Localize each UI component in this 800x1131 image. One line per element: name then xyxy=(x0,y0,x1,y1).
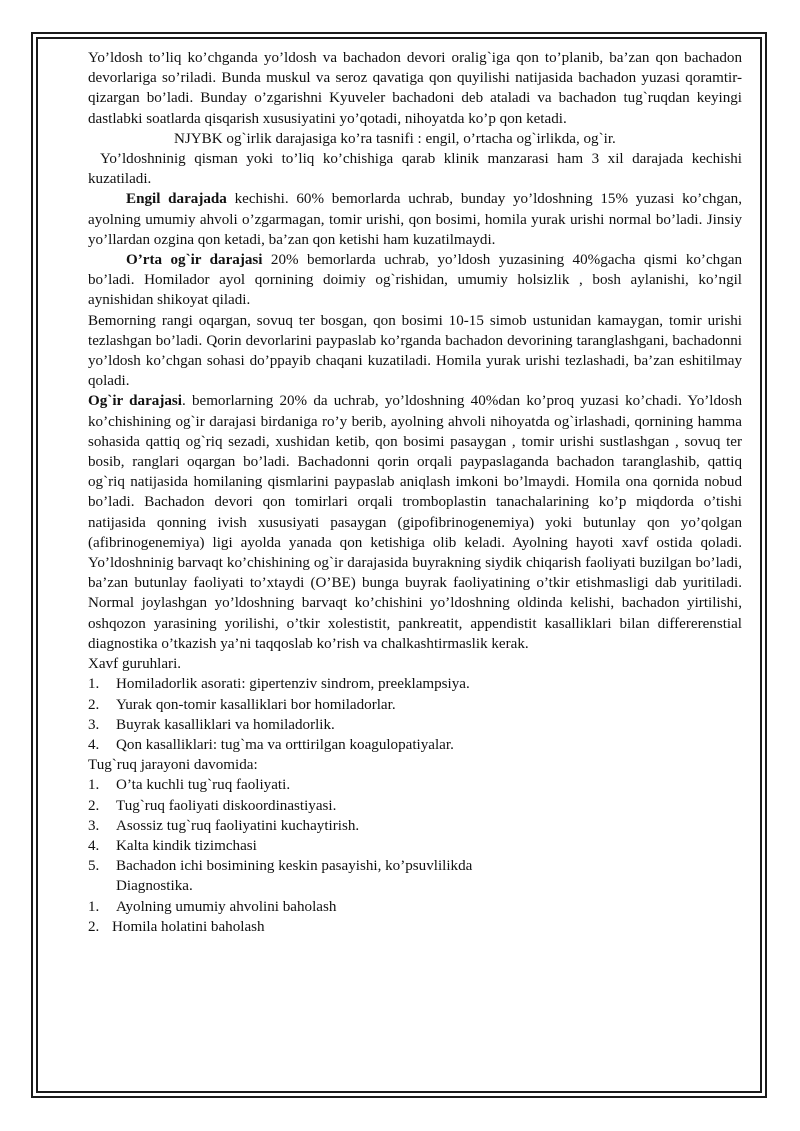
list-item-number: 4. xyxy=(88,736,100,753)
list-item-number: 2. xyxy=(88,696,100,713)
risk-groups-heading: Xavf guruhlari. xyxy=(88,656,182,673)
list-item-number: 1. xyxy=(88,898,100,915)
moderate-degree-text: 20% bemorlarda uchrab, yo’ldosh yuzasining 40%gacha qismi ko’chgan bo’ladi. Homilador ayol qornining doimiy og`rishidan, umumiy holsizlik , bosh aylanishi, ko’ngil aynishidan shikoyat qiladi. xyxy=(88,252,742,309)
list-item xyxy=(88,674,742,694)
list-item-text: Qon kasalliklari: tug`ma va orttirilgan koagulopatiyalar. xyxy=(116,736,454,753)
paragraph-kyuveler: Yo’ldosh to’liq ko’chganda yo’ldosh va bachadon devori oralig`iga qon to’planib, ba’zan qon bachadon devorlariga so’riladi. Bunda muskul va seroz qavatiga qon quyilishi natijasida bachadon yuzasi qoramtir-qizargan bo’ladi. Bunday o’zgarishni Kyuveler bachadoni deb ataladi va bachadon tug`ruqdan keyingi dastlabki soatlarda qisqarish xususiyatini yo’qotadi, nihoyatda ko’p qon ketadi. xyxy=(88,50,742,127)
list-item-number: 5. xyxy=(88,858,100,875)
paragraph-severe-degree xyxy=(88,391,742,654)
list-item-text: Ayolning umumiy ahvolini baholash xyxy=(116,898,337,915)
list-item-number: 2. xyxy=(88,797,100,814)
list-item xyxy=(88,695,742,715)
list-item xyxy=(88,917,742,937)
risk-groups-list xyxy=(88,674,742,755)
list-item xyxy=(88,836,742,856)
document-body xyxy=(88,48,742,937)
list-item xyxy=(88,796,742,816)
list-item-text: O’ta kuchli tug`ruq faoliyati. xyxy=(116,777,291,794)
list-item-number: 2. xyxy=(88,918,100,935)
paragraph-mild-degree xyxy=(88,189,742,250)
list-item xyxy=(88,897,742,917)
paragraph-moderate-degree xyxy=(88,250,742,311)
severe-degree-text: . bemorlarning 20% da uchrab, yo’ldoshning 40%dan ko’proq yuzasi ko’chadi. Yo’ldosh ko’chishining og`ir darajasi birdaniga ro’y berib, ayolning ahvoli nihoyatda og`irlashadi, qornining hamma sohasida qattiq og`riq sezadi, xushidan ketib, qon bosimi pasaygan , tomir urishi sustlashgan , sovuq ter bosib, ranglari oqargan bo’ladi. Bachadonni qorin orqali paypaslaganda bachadon taranglashib, qattiq og`riq natijasida homilaning qismlarini paypaslab aniqlash imkoni bo’lmaydi. Homila ona qornida nobud bo’ladi. Bachadon devori qon tomirlari orqali tromboplastin tanachalarining ko’p miqdorda o’tishi natijasida qonning ivish xususiyati pasaygan (gipofibrinogenemiya) yoki butunlay qon yo’qolgan (afibrinogenemiya) ligi ayolda yanada qon ketishiga olib keladi. Ayolning hayoti xavf ostida qoladi. Yo’ldoshninig barvaqt ko’chishining og`ir darajasida buyrakning siydik chiqarish faoliyati buzilgan bo’ladi, ba’zan butunlay faoliyati to’xtaydi (O’BE) bunga buyrak faoliyatining o’tkir etishmasligi dab yuritiladi. Normal joylashgan yo’ldoshning barvaqt ko’chishini yo’ldoshning oldinda kelishi, bachadon yirtilishi, oshqozon yarasining yorilishi, o’tkir xolestistit, pankreatit, appendistit kasalliklari bilan differerenstial diagnostika o’tkazish ya’ni taqqoslab ko’rish va chalkashtirmaslik kerak. xyxy=(88,393,742,652)
list-item-number: 4. xyxy=(88,837,100,854)
list-item-text: Buyrak kasalliklari va homiladorlik. xyxy=(116,716,335,733)
diagnostics-list xyxy=(88,897,742,937)
paragraph-clinical-picture: Yo’ldoshninig qisman yoki to’liq ko’chishiga qarab klinik manzarasi ham 3 xil darajada kechishi kuzatiladi. xyxy=(88,151,742,188)
labor-heading: Tug`ruq jarayoni davomida: xyxy=(88,757,258,774)
mild-degree-text: kechishi. 60% bemorlarda uchrab, bunday yo’ldoshning 15% yuzasi ko’chgan, ayolning umumiy ahvoli o’zgarmagan, tomir urishi, qon bosimi, homila yurak urishi normal bo’ladi. Jinsiy yo’llardan ozgina qon ketadi, ba’zan qon ketishi ham kuzatilmaydi. xyxy=(88,191,742,248)
list-item-text: Bachadon ichi bosimining keskin pasayishi, ko’psuvlilikda xyxy=(116,858,473,875)
list-item-number: 3. xyxy=(88,716,100,733)
list-item-number: 1. xyxy=(88,777,100,794)
list-item xyxy=(88,856,742,876)
diagnostics-heading: Diagnostika. xyxy=(116,878,193,895)
list-item xyxy=(88,775,742,795)
list-item-text: Yurak qon-tomir kasalliklari bor homiladorlar. xyxy=(116,696,396,713)
list-item-text: Kalta kindik tizimchasi xyxy=(116,837,257,854)
moderate-degree-heading: O’rta og`ir darajasi xyxy=(126,252,263,269)
list-item-text: Asossiz tug`ruq faoliyatini kuchaytirish. xyxy=(116,817,360,834)
mild-degree-heading: Engil darajada xyxy=(126,191,227,208)
list-item xyxy=(88,735,742,755)
list-item-text: Tug`ruq faoliyati diskoordinastiyasi. xyxy=(116,797,337,814)
list-item-number: 1. xyxy=(88,676,100,693)
paragraph-patient-condition: Bemorning rangi oqargan, sovuq ter bosgan, qon bosimi 10-15 simob ustunidan kamaygan, tomir urishi tezlashgan bo’ladi. Qorin devorlarini paypaslab ko’rganda bachadon devorining taranglashgani, bachadonni yo’ldosh ko’chgan sohasi do’ppayib chaqani kuzatiladi. Homila yurak urishi tezlashadi, ba’zan eshitilmay qoladi. xyxy=(88,312,742,390)
list-item xyxy=(88,715,742,735)
paragraph-classification: NJYBK og`irlik darajasiga ko’ra tasnifi : engil, o’rtacha og`irlikda, og`ir. xyxy=(174,130,616,147)
list-item-text: Homila holatini baholash xyxy=(112,918,265,935)
labor-list xyxy=(88,775,742,896)
list-item-number: 3. xyxy=(88,817,100,834)
severe-degree-heading: Og`ir darajasi xyxy=(88,393,182,410)
list-item-text: Homiladorlik asorati: gipertenziv sindrom, preeklampsiya. xyxy=(116,676,470,693)
list-item xyxy=(88,816,742,836)
